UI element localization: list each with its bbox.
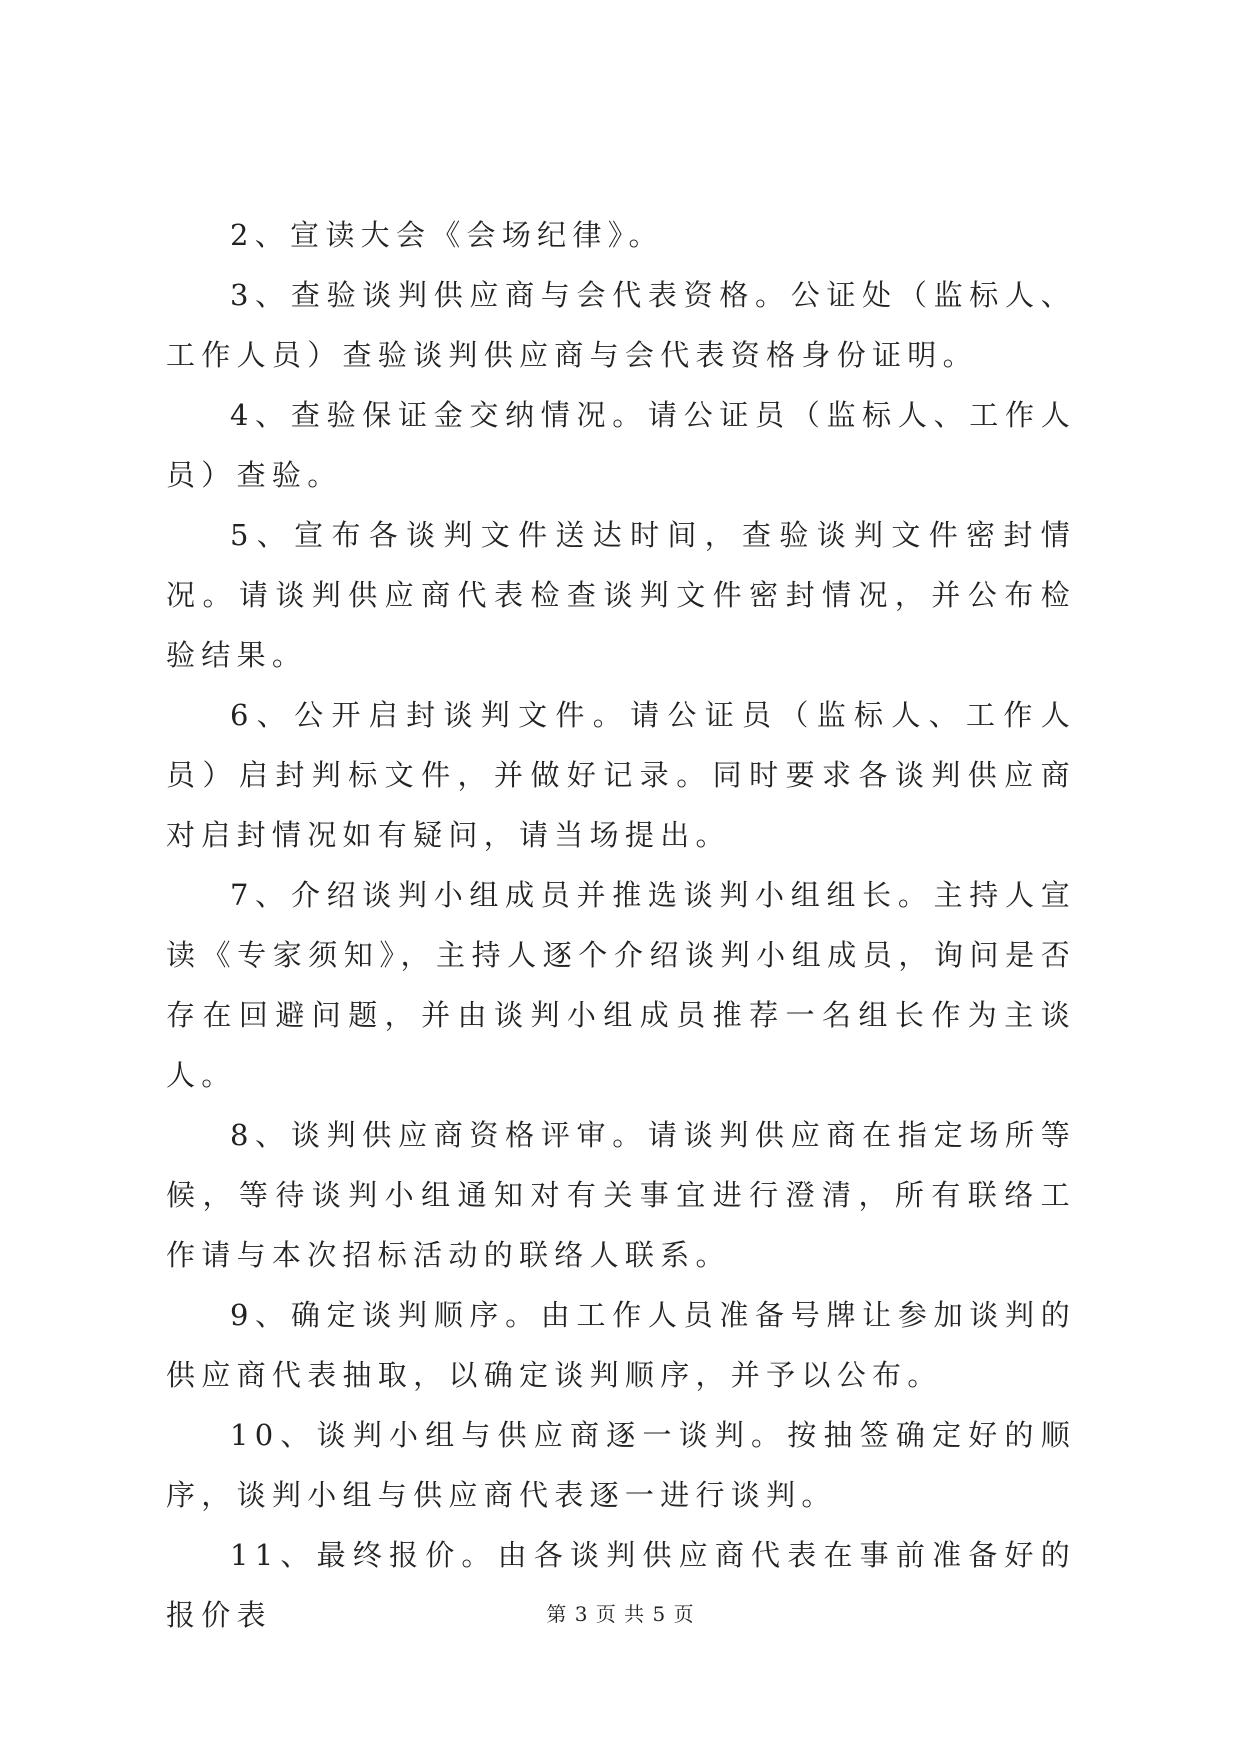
paragraph-item-8: 8、谈判供应商资格评审。请谈判供应商在指定场所等候，等待谈判小组通知对有关事宜进行澄清，所有联络工作请与本次招标活动的联络人联系。 (166, 1118, 1076, 1272)
paragraph-item-11: 11、最终报价。由各谈判供应商代表在事前准备好的报价表 (166, 1538, 1076, 1632)
paragraph-item-5: 5、宣布各谈判文件送达时间，查验谈判文件密封情况。请谈判供应商代表检查谈判文件密封情况，并公布检验结果。 (166, 518, 1076, 672)
page-number-label: 第 3 页 共 5 页 (546, 1602, 695, 1626)
paragraph-item-4: 4、查验保证金交纳情况。请公证员（监标人、工作人员）查验。 (166, 398, 1076, 492)
paragraph-item-3: 3、查验谈判供应商与会代表资格。公证处（监标人、工作人员）查验谈判供应商与会代表资格身份证明。 (166, 278, 1076, 372)
paragraph-item-10: 10、谈判小组与供应商逐一谈判。按抽签确定好的顺序，谈判小组与供应商代表逐一进行谈判。 (166, 1418, 1076, 1512)
paragraph-item-9: 9、确定谈判顺序。由工作人员准备号牌让参加谈判的供应商代表抽取，以确定谈判顺序，并予以公布。 (166, 1298, 1076, 1392)
paragraph-item-7: 7、介绍谈判小组成员并推选谈判小组组长。主持人宣读《专家须知》，主持人逐个介绍谈判小组成员，询问是否存在回避问题，并由谈判小组成员推荐一名组长作为主谈人。 (166, 878, 1076, 1092)
document-body (166, 205, 1076, 1645)
paragraph-item-2: 2、宣读大会《会场纪律》。 (230, 218, 664, 252)
paragraph-item-6: 6、公开启封谈判文件。请公证员（监标人、工作人员）启封判标文件，并做好记录。同时要求各谈判供应商对启封情况如有疑问，请当场提出。 (166, 698, 1076, 852)
page-footer (0, 1600, 1241, 1628)
